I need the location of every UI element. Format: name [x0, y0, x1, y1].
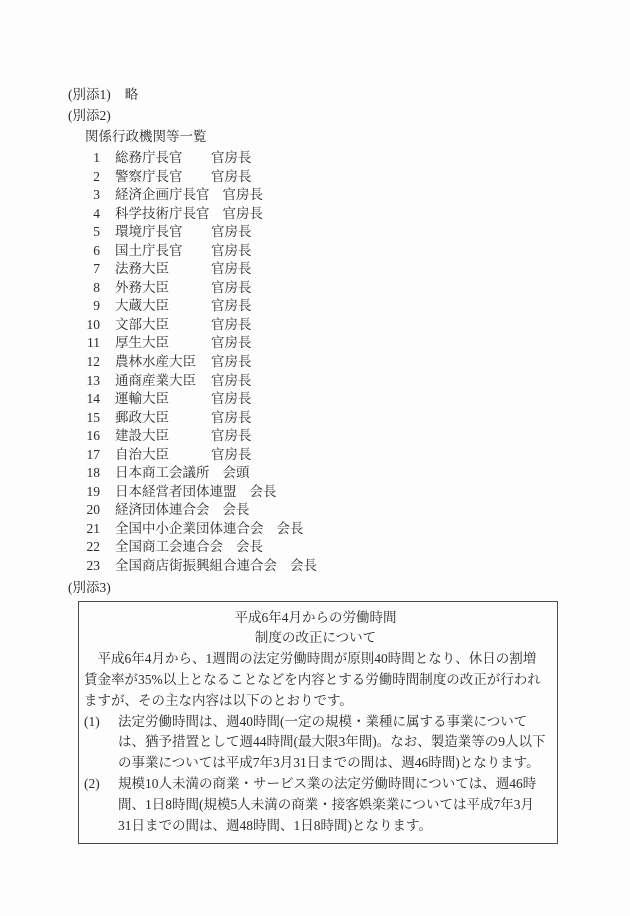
agency-number: 1	[93, 150, 100, 165]
agency-official-title: 官房長	[211, 372, 252, 388]
agency-official-title: 官房長	[211, 316, 252, 332]
agency-name: 全国商工会連合会	[115, 539, 223, 555]
notice-item-2-marker: (2)	[84, 775, 100, 791]
agency-number: 11	[87, 335, 100, 351]
agency-number: 14	[86, 391, 100, 407]
agency-official-title: 官房長	[211, 428, 252, 444]
agency-official-title: 官房長	[222, 187, 263, 203]
agency-name: 科学技術庁長官	[115, 205, 210, 221]
agency-official-title: 官房長	[211, 168, 252, 184]
agency-list-item	[68, 501, 580, 520]
agency-number: 19	[86, 483, 100, 499]
agency-list-item	[68, 409, 580, 428]
notice-intro-paragraph: 平成6年4月から、1週間の法定労働時間が原則40時間となり、休日の割増賃金率が35%以上となることなどを内容とする労働時間制度の改正が行われますが、その主な内容は以下のとおりです。	[84, 651, 541, 708]
agency-name: 大蔵大臣	[115, 298, 169, 314]
working-hours-notice-box	[78, 601, 558, 845]
notice-item-1	[84, 712, 547, 774]
agency-number: 9	[93, 298, 100, 314]
agency-name: 運輸大臣	[115, 391, 169, 407]
agency-official-title: 会長	[249, 483, 277, 499]
agency-official-title: 官房長	[211, 150, 252, 165]
agency-official-title: 会長	[236, 539, 263, 555]
agency-list-item	[68, 427, 580, 446]
agency-name: 総務庁長官	[115, 150, 183, 165]
agency-official-title: 官房長	[211, 298, 252, 314]
notice-item-1-text: 法定労働時間は、週40時間(一定の規模・業種に属する事業については、猶予措置として週44時間(最大限3年間)。なお、製造業等の9人以下の事業については平成7年3月31日までの間は、週46時間)となります。	[118, 713, 546, 771]
agency-number: 23	[86, 558, 100, 574]
agency-number: 22	[86, 539, 100, 555]
agency-name: 法務大臣	[115, 261, 169, 277]
agency-name: 建設大臣	[115, 428, 169, 444]
agency-official-title: 官房長	[211, 446, 252, 462]
agency-number: 15	[86, 409, 100, 425]
agency-list-item	[68, 149, 580, 168]
agency-number: 16	[86, 428, 100, 444]
agency-number: 2	[93, 168, 100, 184]
notice-item-1-marker: (1)	[84, 713, 100, 729]
agency-list-title: 関係行政機関等一覧	[85, 129, 207, 144]
agency-list-item	[68, 168, 580, 187]
agency-name: 全国商店街振興組合連合会	[115, 558, 277, 574]
notice-item-2	[84, 774, 547, 836]
agency-list-item	[68, 223, 580, 242]
agency-number: 5	[93, 224, 100, 240]
agency-list-item	[68, 353, 580, 372]
agency-name: 環境庁長官	[115, 224, 183, 240]
agency-name: 自治大臣	[115, 446, 169, 462]
agency-name: 通商産業大臣	[115, 372, 196, 388]
agency-official-title: 官房長	[211, 354, 252, 370]
agency-number: 21	[86, 520, 100, 536]
agency-list-item	[68, 390, 580, 409]
agency-list	[68, 149, 580, 576]
agency-official-title: 官房長	[211, 224, 252, 240]
agency-official-title: 会長	[276, 520, 304, 536]
notice-title-line2: 制度の改正について	[254, 630, 377, 646]
agency-list-item	[68, 557, 580, 576]
agency-number: 20	[86, 502, 100, 518]
agency-name: 日本経営者団体連盟	[115, 483, 237, 499]
attachment1-value: 略	[124, 87, 139, 102]
agency-list-item	[68, 205, 580, 224]
document-body	[68, 84, 580, 844]
agency-number: 7	[93, 261, 100, 277]
attachment2-label: (別添2)	[68, 108, 111, 123]
agency-official-title: 会頭	[222, 465, 250, 481]
agency-number: 4	[93, 205, 100, 221]
agency-list-item	[68, 446, 580, 465]
agency-number: 12	[86, 354, 100, 370]
agency-name: 全国中小企業団体連合会	[115, 520, 264, 536]
agency-list-item	[68, 520, 580, 539]
agency-official-title: 会長	[222, 502, 250, 518]
agency-name: 経済団体連合会	[115, 502, 210, 518]
agency-number: 3	[93, 187, 100, 203]
agency-official-title: 官房長	[211, 335, 252, 351]
agency-list-item	[68, 483, 580, 502]
agency-name: 国土庁長官	[115, 242, 183, 258]
agency-list-item	[68, 260, 580, 279]
agency-name: 日本商工会議所	[115, 465, 210, 481]
agency-official-title: 官房長	[211, 279, 252, 295]
agency-official-title: 官房長	[211, 261, 252, 277]
agency-list-item	[68, 372, 580, 391]
agency-number: 6	[93, 242, 100, 258]
agency-list-item	[68, 334, 580, 353]
agency-official-title: 官房長	[211, 391, 252, 407]
agency-list-item	[68, 538, 580, 557]
agency-number: 18	[86, 465, 100, 481]
attachment1-line	[68, 84, 580, 105]
agency-name: 郵政大臣	[115, 409, 169, 425]
agency-official-title: 官房長	[211, 409, 252, 425]
attachment3-line	[68, 577, 580, 599]
agency-number: 17	[86, 446, 100, 462]
agency-list-item	[68, 186, 580, 205]
agency-list-item	[68, 279, 580, 298]
notice-title-line1: 平成6年4月からの労働時間	[234, 609, 397, 625]
attachment1-label: (別添1)	[68, 87, 111, 102]
agency-name: 経済企画庁長官	[115, 187, 210, 203]
agency-list-item	[68, 242, 580, 261]
attachment2-line	[68, 105, 580, 126]
agency-number: 13	[86, 372, 100, 388]
agency-name: 農林水産大臣	[115, 354, 196, 370]
agency-name: 厚生大臣	[115, 335, 169, 351]
agency-name: 警察庁長官	[115, 168, 183, 184]
agency-name: 文部大臣	[115, 316, 169, 332]
attachment3-label: (別添3)	[68, 579, 111, 595]
agency-list-item	[68, 316, 580, 335]
agency-number: 8	[93, 279, 100, 295]
agency-list-item	[68, 464, 580, 483]
agency-official-title: 会長	[290, 558, 317, 574]
agency-official-title: 官房長	[211, 242, 252, 258]
agency-name: 外務大臣	[115, 279, 169, 295]
agency-official-title: 官房長	[222, 205, 263, 221]
agency-list-item	[68, 297, 580, 316]
notice-item-2-text: 規模10人未満の商業・サービス業の法定労働時間については、週46時間、1日8時間(規模5人未満の商業・接客娯楽業については平成7年3月31日までの間は、週48時間、1日8時間)となります。	[118, 775, 537, 833]
agency-number: 10	[86, 316, 100, 332]
